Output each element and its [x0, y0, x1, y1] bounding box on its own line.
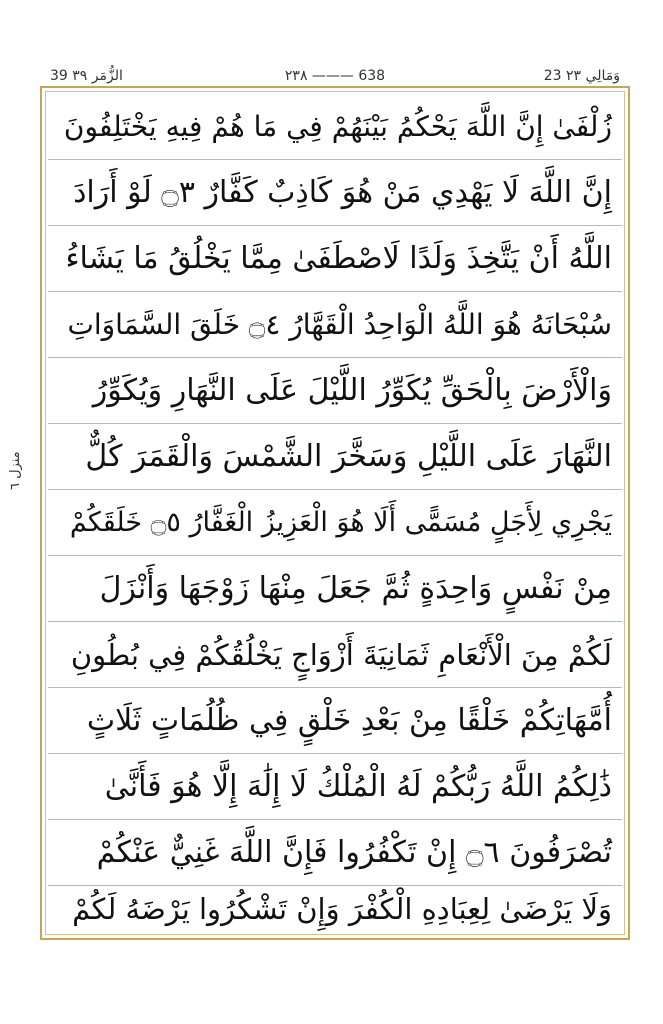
page-frame: [40, 86, 630, 940]
surah-label: 39 الزُّمَر ٣٩: [50, 68, 123, 84]
text-line-2: إِنَّ اللَّهَ لَا يَهْدِي مَنْ هُوَ كَاذِبٌ كَفَّارٌ ۝٣ لَوْ أَرَادَ: [48, 160, 622, 226]
text-line-11: ذَٰلِكُمُ اللَّهُ رَبُّكُمْ لَهُ الْمُلْكُ لَا إِلَٰهَ إِلَّا هُوَ فَأَنَّىٰ: [48, 754, 622, 820]
text-line-6: النَّهَارَ عَلَى اللَّيْلِ وَسَخَّرَ الشَّمْسَ وَالْقَمَرَ كُلٌّ: [48, 424, 622, 490]
text-line-9: لَكُمْ مِنَ الْأَنْعَامِ ثَمَانِيَةَ أَزْوَاجٍ يَخْلُقُكُمْ فِي بُطُونِ: [48, 622, 622, 688]
text-line-7: يَجْرِي لِأَجَلٍ مُسَمًّى أَلَا هُوَ الْعَزِيزُ الْغَفَّارُ ۝٥ خَلَقَكُمْ: [48, 490, 622, 556]
text-line-4: سُبْحَانَهُ هُوَ اللَّهُ الْوَاحِدُ الْقَهَّارُ ۝٤ خَلَقَ السَّمَاوَاتِ: [48, 292, 622, 358]
text-line-12: تُصْرَفُونَ ۝٦ إِنْ تَكْفُرُوا فَإِنَّ اللَّهَ غَنِيٌّ عَنْكُمْ: [48, 820, 622, 886]
text-line-5: وَالْأَرْضَ بِالْحَقِّ يُكَوِّرُ اللَّيْلَ عَلَى النَّهَارِ وَيُكَوِّرُ: [48, 358, 622, 424]
text-line-1: زُلْفَىٰ إِنَّ اللَّهَ يَحْكُمُ بَيْنَهُمْ فِي مَا هُمْ فِيهِ يَخْتَلِفُونَ: [48, 94, 622, 160]
text-line-3: اللَّهُ أَنْ يَتَّخِذَ وَلَدًا لَاصْطَفَىٰ مِمَّا يَخْلُقُ مَا يَشَاءُ: [48, 226, 622, 292]
page-number: ٢٣٨ ——— 638: [284, 68, 386, 84]
juz-label: 23 وَمَالِي ٢٣: [543, 68, 620, 84]
text-line-8: مِنْ نَفْسٍ وَاحِدَةٍ ثُمَّ جَعَلَ مِنْهَا زَوْجَهَا وَأَنْزَلَ: [48, 556, 622, 622]
text-line-13: وَلَا يَرْضَىٰ لِعِبَادِهِ الْكُفْرَ وَإِنْ تَشْكُرُوا يَرْضَهُ لَكُمْ: [72, 892, 612, 926]
text-line-10: أُمَّهَاتِكُمْ خَلْقًا مِنْ بَعْدِ خَلْقٍ فِي ظُلُمَاتٍ ثَلَاثٍ: [48, 688, 622, 754]
page-header: [40, 68, 630, 86]
manzil-label: منزل ٦: [8, 451, 23, 490]
